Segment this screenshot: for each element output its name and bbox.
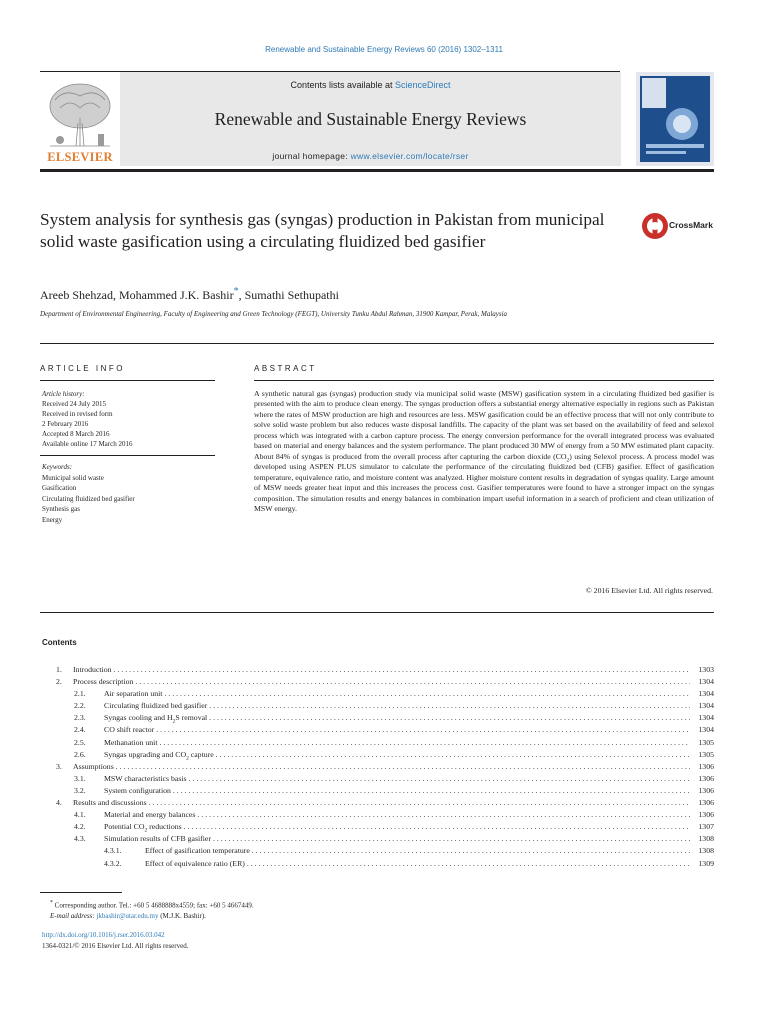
toc-entry[interactable] xyxy=(40,858,714,870)
toc-title: CO shift reactor . . . xyxy=(104,724,690,736)
corresponding-author-marker[interactable]: * xyxy=(233,286,239,297)
keywords-label: Keywords: xyxy=(42,463,73,471)
toc-entry[interactable] xyxy=(40,749,714,761)
toc-page-number: 1306 xyxy=(696,797,714,809)
abstract-text xyxy=(254,389,714,514)
toc-title: Effect of equivalence ratio (ER) . . . xyxy=(145,858,690,870)
toc-number: 2.3. xyxy=(74,713,86,723)
toc-entry[interactable] xyxy=(40,761,714,773)
toc-number: 3. xyxy=(56,761,62,771)
toc-page-number: 1303 xyxy=(696,664,714,676)
toc-title: Syngas cooling and $H_2S$ removal . . . xyxy=(104,712,690,724)
abstract-heading: ABSTRACT xyxy=(254,364,317,373)
toc-number: 2.5. xyxy=(74,737,86,747)
author-affiliation: Department of Environmental Engineering, Faculty of Engineering and Green Technology (FEGT), University Tunku Abdul Rahman, 31900 Kampar, Perak, Malaysia xyxy=(40,310,508,318)
toc-entry[interactable] xyxy=(40,676,714,688)
footnote-email-line xyxy=(50,911,254,922)
history-item: Available online 17 March 2016 xyxy=(42,440,133,448)
toc-number: 4.3.1. xyxy=(104,846,122,856)
authors-first: Areeb Shehzad, Mohammed J.K. Bashir xyxy=(40,288,234,302)
toc-entry[interactable] xyxy=(40,821,714,833)
toc-page-number: 1305 xyxy=(696,749,714,761)
article-title: System analysis for synthesis gas (syngas) production in Pakistan from municipal solid waste gasification using a circulating fluidized bed gasifier xyxy=(40,210,605,251)
header-thick-rule xyxy=(40,169,714,172)
toc-entry[interactable] xyxy=(40,809,714,821)
toc-number: 4.2. xyxy=(74,822,86,832)
toc-title: Air separation unit . . . xyxy=(104,688,690,700)
toc-entry[interactable] xyxy=(40,833,714,845)
toc-entry[interactable] xyxy=(40,664,714,676)
toc-entry[interactable] xyxy=(40,688,714,700)
toc-number: 2.2. xyxy=(74,701,86,711)
footnote xyxy=(50,898,254,922)
toc-page-number: 1308 xyxy=(696,845,714,857)
email-label: E-mail address: xyxy=(50,912,97,921)
history-label: Article history: xyxy=(42,390,85,398)
toc-number: 4.1. xyxy=(74,810,86,820)
toc-entry[interactable] xyxy=(40,773,714,785)
toc-entry[interactable] xyxy=(40,700,714,712)
doi-link[interactable]: http://dx.doi.org/10.1016/j.rser.2016.03.042 xyxy=(42,931,165,939)
toc-page-number: 1304 xyxy=(696,724,714,736)
toc-number: 4.3. xyxy=(74,834,86,844)
toc-title: Introduction . . . xyxy=(73,664,690,676)
history-item: Received 24 July 2015 xyxy=(42,400,106,408)
abstract-part: ) using Selexol process. A process model was developed using ASPEN PLUS simulator to calculate the performance of the circulating fluidized bed (CFB) gasifier. Effect of gasification temperature, equivalence ratio, and moisture content was analyzed. Higher moisture content results in degradation of syngas quality. Large amount of MSW needs greater heat input and this increases the process cost. Gasifier temperatures were found to have a stronger impact on the syngas composition. The simulation results and energy balances in combination impart useful information in a search of proficient and clean utilization of MSW energy. xyxy=(254,451,714,513)
toc-entry[interactable] xyxy=(40,712,714,724)
footnote-contact: Corresponding author. Tel.: +60 5 4688888x4559; fax: +60 5 4667449. xyxy=(52,901,254,910)
toc-page-number: 1304 xyxy=(696,676,714,688)
toc-title: Simulation results of CFB gasifier . . . xyxy=(104,833,690,845)
keyword-item: Energy xyxy=(42,515,63,524)
history-item: 2 February 2016 xyxy=(42,420,89,428)
toc-number: 2.4. xyxy=(74,725,86,735)
toc-title: Process description . . . xyxy=(73,676,690,688)
journal-cover-thumbnail[interactable] xyxy=(636,72,714,166)
toc-number: 1. xyxy=(56,665,62,674)
toc-page-number: 1304 xyxy=(696,688,714,700)
toc-page-number: 1304 xyxy=(696,712,714,724)
toc-entry[interactable] xyxy=(40,737,714,749)
issn-copyright: 1364-0321/© 2016 Elsevier Ltd. All rights reserved. xyxy=(42,942,189,950)
homepage-label: journal homepage: xyxy=(272,151,351,161)
article-info-divider xyxy=(40,455,215,456)
table-of-contents xyxy=(40,664,714,870)
journal-name: Renewable and Sustainable Energy Reviews xyxy=(214,109,527,129)
toc-number: 2. xyxy=(56,677,62,687)
keyword-item: Gasification xyxy=(42,484,77,492)
toc-entry[interactable] xyxy=(40,785,714,797)
toc-page-number: 1307 xyxy=(696,821,714,833)
contents-prefix: Contents lists available at xyxy=(290,80,396,90)
abstract-copyright: © 2016 Elsevier Ltd. All rights reserved. xyxy=(585,586,713,595)
toc-title: Circulating fluidized bed gasifier . . . xyxy=(104,700,690,712)
footnote-line xyxy=(50,898,254,911)
toc-page-number: 1306 xyxy=(696,785,714,797)
email-tail: (M.J.K. Bashir). xyxy=(158,912,206,921)
toc-page-number: 1306 xyxy=(696,761,714,773)
toc-title: Methanation unit . . . xyxy=(104,737,690,749)
footnote-rule xyxy=(40,892,122,893)
sciencedirect-link[interactable]: ScienceDirect xyxy=(395,80,451,90)
article-info-rule xyxy=(40,380,215,381)
toc-entry[interactable] xyxy=(40,845,714,857)
keyword-item: Circulating fluidized bed gasifier xyxy=(42,494,135,503)
homepage-link[interactable]: www.elsevier.com/locate/rser xyxy=(350,151,469,161)
journal-homepage xyxy=(120,151,621,161)
toc-page-number: 1306 xyxy=(696,773,714,785)
toc-title: Assumptions . . . xyxy=(73,761,690,773)
journal-reference[interactable]: Renewable and Sustainable Energy Reviews 60 (2016) 1302–1311 xyxy=(265,45,503,54)
toc-title: Syngas upgrading and $CO_2$ capture . . . xyxy=(104,749,690,761)
toc-number: 2.6. xyxy=(74,749,86,759)
toc-page-number: 1306 xyxy=(696,809,714,821)
history-item: Received in revised form xyxy=(42,410,113,418)
toc-page-number: 1308 xyxy=(696,833,714,845)
toc-title: Results and discussions . . . xyxy=(73,797,690,809)
toc-title: Effect of gasification temperature . . . xyxy=(145,845,690,857)
history-item: Accepted 8 March 2016 xyxy=(42,430,110,438)
toc-number: 2.1. xyxy=(74,689,86,699)
footnote-star: * xyxy=(50,900,53,906)
toc-number: 4. xyxy=(56,798,62,808)
toc-title: Material and energy balances . . . xyxy=(104,809,690,821)
keyword-item: Synthesis gas xyxy=(42,505,80,513)
toc-title: Potential $CO_2$ reductions . . . xyxy=(104,821,690,833)
keyword-item: Municipal solid waste xyxy=(42,473,104,482)
abstract-rule xyxy=(254,380,714,381)
toc-page-number: 1305 xyxy=(696,737,714,749)
section-rule xyxy=(40,612,714,613)
article-history xyxy=(42,389,217,449)
crossmark-label[interactable]: CrossMark xyxy=(669,220,713,230)
toc-entry[interactable] xyxy=(40,797,714,809)
keywords xyxy=(42,462,217,525)
toc-page-number: 1309 xyxy=(696,858,714,870)
toc-number: 3.1. xyxy=(74,773,86,783)
authors-rest: , Sumathi Sethupathi xyxy=(238,288,339,302)
article-info-heading: ARTICLE INFO xyxy=(40,364,125,373)
elsevier-wordmark: ELSEVIER xyxy=(47,150,113,164)
email-link[interactable]: jkbashir@utar.edu.my xyxy=(96,912,159,921)
abstract-part: A synthetic natural gas (syngas) production study via municipal solid waste (MSW) gasification system in a circulating fluidized bed gasifier is presented with the aim to produce clean energy. The syngas production offers a substantial energy alternative especially in regions such as Pakistan where the rates of MSW production are high and resources are less. MSW gasification could be an effective process that will not only contribute to solve solid waste problem but also reduces waste disposal landfills. The capacity of the plant was set based on the availability of feed and selexol process which was integrated with a carbon capture process. The energy conversion performance for the overall integrated process was evaluated based on material and energy balances and the system performance. The plant produced 30 MW of energy from a 50 MW estimated plant capacity. About 84% of syngas is produced from the overall process after capturing the carbon dioxide (CO xyxy=(254,389,714,461)
contents-heading: Contents xyxy=(42,638,77,647)
toc-number: 3.2. xyxy=(74,785,86,795)
contents-available xyxy=(120,80,621,90)
toc-title: MSW characteristics basis . . . xyxy=(104,773,690,785)
abstract-subscript: 2 xyxy=(566,457,570,464)
toc-entry[interactable] xyxy=(40,724,714,736)
toc-title: System configuration . . . xyxy=(104,785,690,797)
author-list xyxy=(40,286,339,303)
toc-number: 4.3.2. xyxy=(104,858,122,868)
section-rule xyxy=(40,343,714,344)
toc-page-number: 1304 xyxy=(696,700,714,712)
